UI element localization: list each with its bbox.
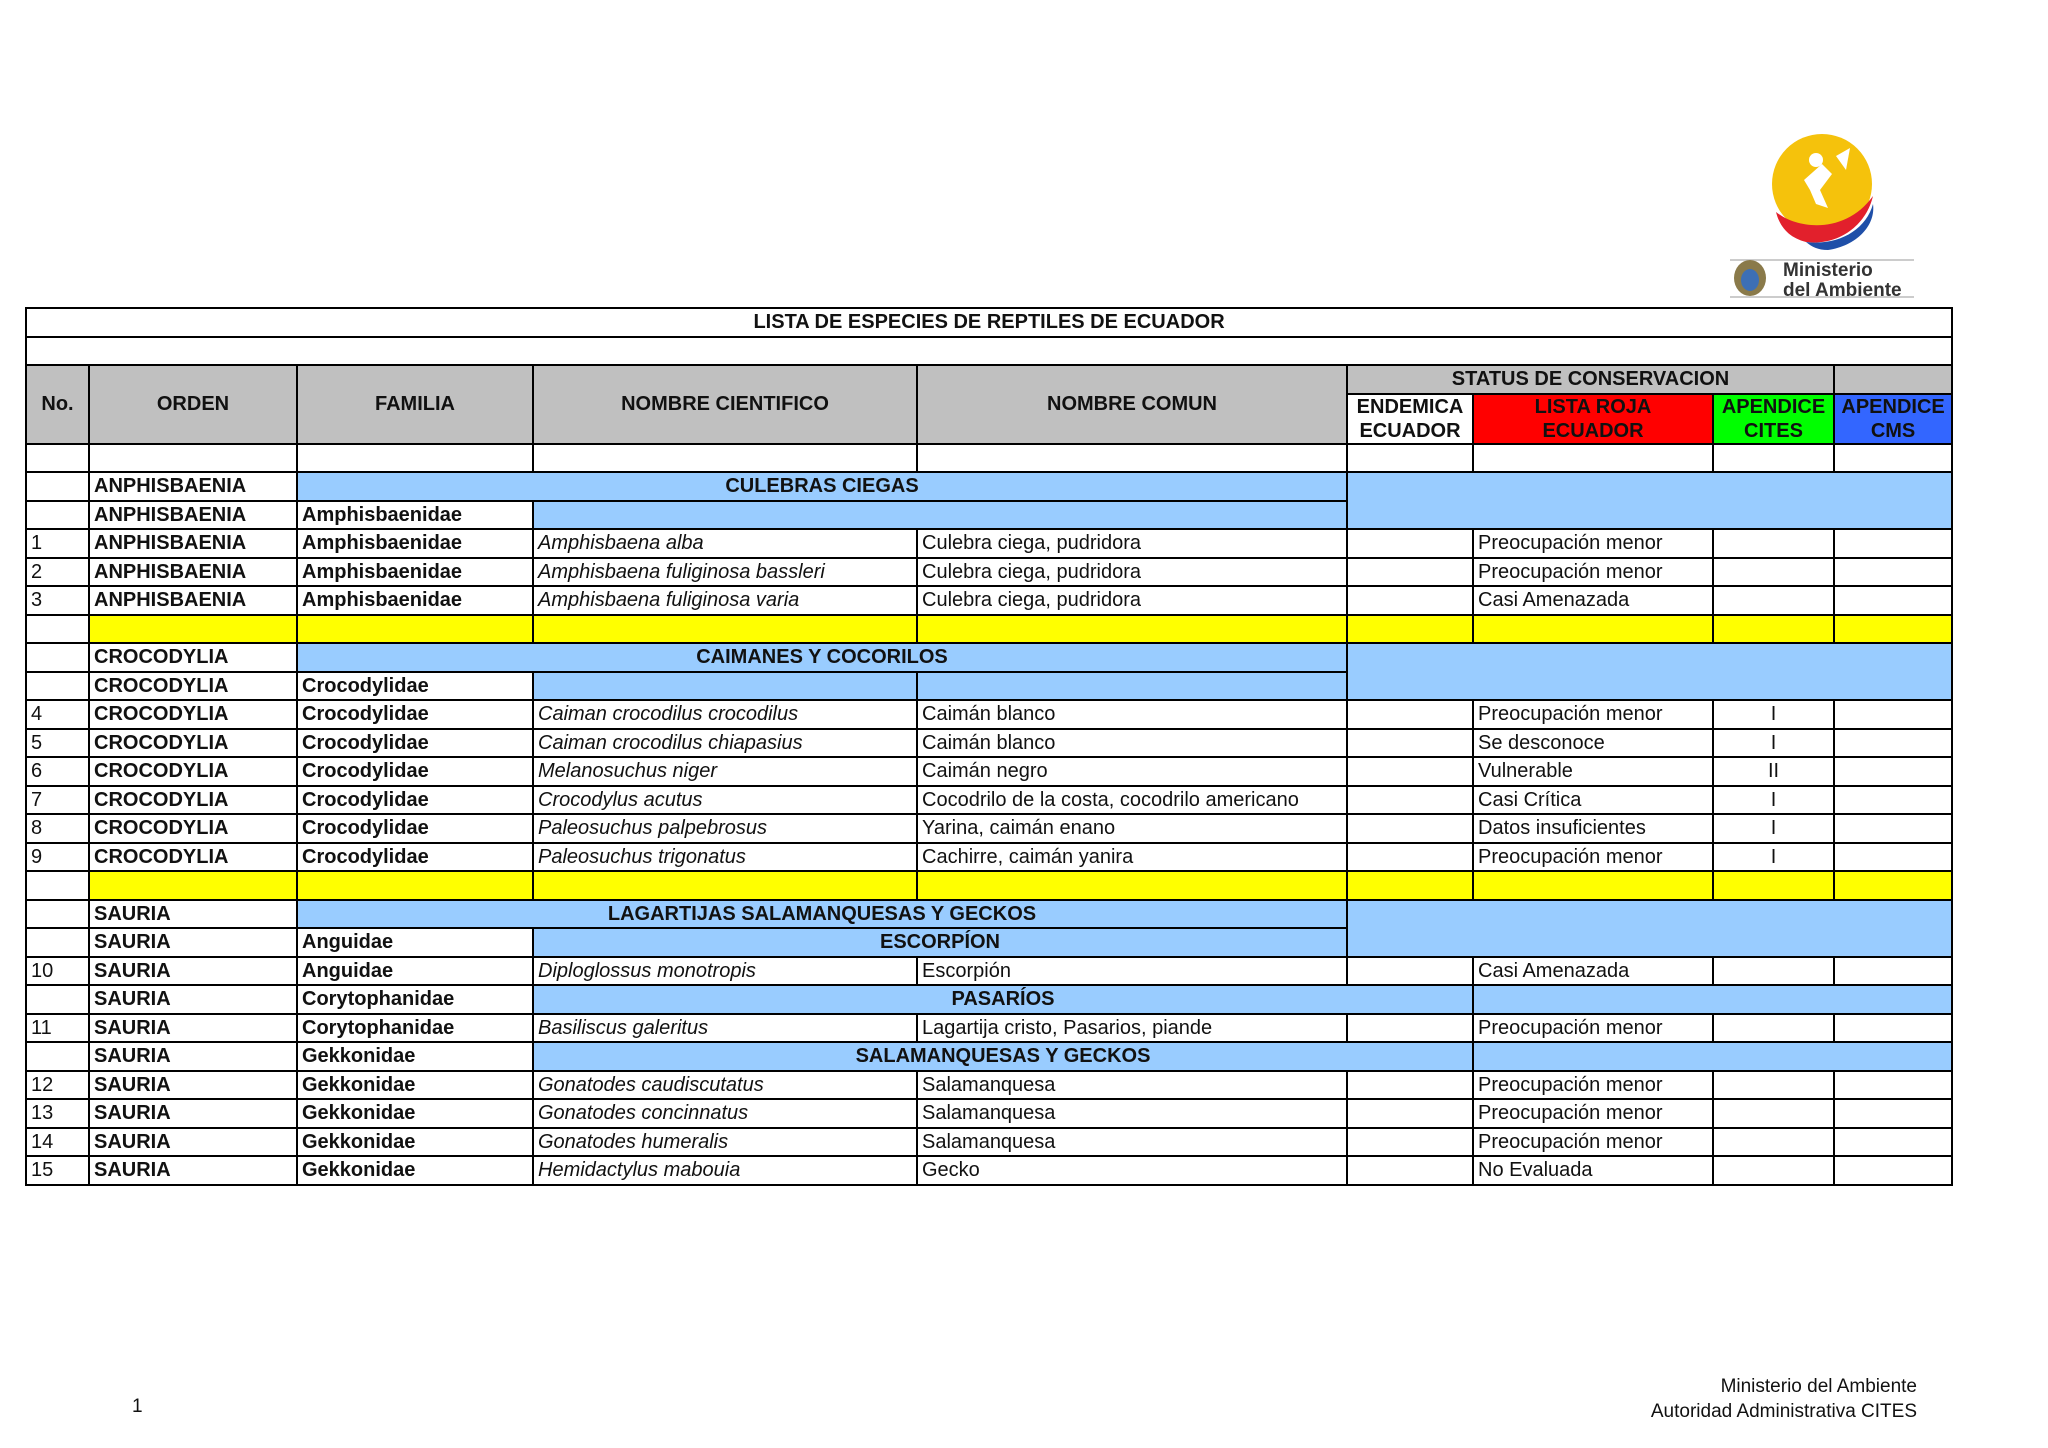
group-row-anphisbaenia	[26, 472, 1952, 501]
species-cites	[1713, 1128, 1834, 1157]
group-status-fill	[1347, 472, 1952, 529]
species-cites: II	[1713, 757, 1834, 786]
ministerio-logo	[1728, 134, 1916, 298]
header-cites-line2: CITES	[1744, 419, 1803, 442]
group-row-crocodylia	[26, 643, 1952, 672]
header-endemica-ecuador	[1347, 394, 1473, 444]
species-orden: SAURIA	[89, 1071, 297, 1100]
species-row	[26, 843, 1952, 872]
family-name: Amphisbaenidae	[297, 501, 533, 530]
species-cites	[1713, 558, 1834, 587]
header-lista-roja-line2: ECUADOR	[1542, 419, 1644, 442]
species-orden: ANPHISBAENIA	[89, 586, 297, 615]
species-orden: ANPHISBAENIA	[89, 558, 297, 587]
species-cms	[1834, 957, 1952, 986]
species-nombre-cientifico: Gonatodes concinnatus	[533, 1099, 917, 1128]
species-row	[26, 1071, 1952, 1100]
group-status-fill	[1347, 900, 1952, 957]
species-nombre-cientifico: Caiman crocodilus chiapasius	[533, 729, 917, 758]
species-familia: Crocodylidae	[297, 757, 533, 786]
species-nombre-comun: Cachirre, caimán yanira	[917, 843, 1347, 872]
species-familia: Gekkonidae	[297, 1128, 533, 1157]
species-lista-roja: No Evaluada	[1473, 1156, 1713, 1185]
header-no: No.	[26, 365, 89, 444]
species-no: 3	[26, 586, 89, 615]
species-lista-roja: Datos insuficientes	[1473, 814, 1713, 843]
species-orden: CROCODYLIA	[89, 814, 297, 843]
species-nombre-comun: Cocodrilo de la costa, cocodrilo americano	[917, 786, 1347, 815]
species-cites	[1713, 586, 1834, 615]
species-familia: Gekkonidae	[297, 1071, 533, 1100]
family-orden: CROCODYLIA	[89, 672, 297, 701]
species-cites: I	[1713, 729, 1834, 758]
family-row-gekkonidae	[26, 1042, 1952, 1071]
header-cites-line1: APENDICE	[1721, 395, 1826, 418]
species-row	[26, 700, 1952, 729]
species-orden: SAURIA	[89, 1156, 297, 1185]
header-lista-roja-ecuador	[1473, 394, 1713, 444]
family-fill	[917, 672, 1347, 701]
species-familia: Crocodylidae	[297, 700, 533, 729]
species-lista-roja: Casi Crítica	[1473, 786, 1713, 815]
species-cms	[1834, 586, 1952, 615]
footer-org-line2: Autoridad Administrativa CITES	[1650, 1401, 1917, 1422]
species-row	[26, 1014, 1952, 1043]
species-endemica	[1347, 1128, 1473, 1157]
page-number: 1	[132, 1396, 143, 1417]
species-nombre-cientifico: Caiman crocodilus crocodilus	[533, 700, 917, 729]
species-cms	[1834, 1014, 1952, 1043]
separator-row	[26, 871, 1952, 900]
species-endemica	[1347, 757, 1473, 786]
species-familia: Amphisbaenidae	[297, 586, 533, 615]
family-orden: SAURIA	[89, 928, 297, 957]
species-familia: Crocodylidae	[297, 786, 533, 815]
species-orden: SAURIA	[89, 1014, 297, 1043]
species-row	[26, 1128, 1952, 1157]
species-no: 12	[26, 1071, 89, 1100]
species-lista-roja: Preocupación menor	[1473, 558, 1713, 587]
species-familia: Corytophanidae	[297, 1014, 533, 1043]
species-nombre-cientifico: Paleosuchus palpebrosus	[533, 814, 917, 843]
species-row	[26, 529, 1952, 558]
species-cms	[1834, 1071, 1952, 1100]
species-orden: SAURIA	[89, 957, 297, 986]
species-familia: Gekkonidae	[297, 1099, 533, 1128]
species-no: 1	[26, 529, 89, 558]
group-status-fill	[1347, 643, 1952, 700]
family-fill	[533, 672, 917, 701]
family-subtitle: SALAMANQUESAS Y GECKOS	[533, 1042, 1473, 1071]
species-orden: SAURIA	[89, 1099, 297, 1128]
species-lista-roja: Preocupación menor	[1473, 1128, 1713, 1157]
family-name: Corytophanidae	[297, 985, 533, 1014]
spacer-row	[26, 337, 1952, 366]
header-row-top	[26, 365, 1952, 394]
species-row	[26, 786, 1952, 815]
species-familia: Gekkonidae	[297, 1156, 533, 1185]
species-lista-roja: Vulnerable	[1473, 757, 1713, 786]
family-orden: SAURIA	[89, 985, 297, 1014]
species-cites: I	[1713, 786, 1834, 815]
family-name: Crocodylidae	[297, 672, 533, 701]
species-familia: Amphisbaenidae	[297, 529, 533, 558]
species-lista-roja: Preocupación menor	[1473, 1071, 1713, 1100]
species-nombre-cientifico: Amphisbaena alba	[533, 529, 917, 558]
blank-row	[26, 444, 1952, 473]
family-orden: SAURIA	[89, 1042, 297, 1071]
species-lista-roja: Preocupación menor	[1473, 843, 1713, 872]
species-orden: CROCODYLIA	[89, 786, 297, 815]
species-cms	[1834, 843, 1952, 872]
species-nombre-comun: Gecko	[917, 1156, 1347, 1185]
species-orden: CROCODYLIA	[89, 729, 297, 758]
species-table	[25, 307, 1953, 1186]
header-apendice-cites	[1713, 394, 1834, 444]
species-familia: Crocodylidae	[297, 729, 533, 758]
header-cms-top	[1834, 365, 1952, 394]
header-orden: ORDEN	[89, 365, 297, 444]
species-endemica	[1347, 700, 1473, 729]
species-cites	[1713, 1099, 1834, 1128]
species-nombre-comun: Culebra ciega, pudridora	[917, 529, 1347, 558]
species-endemica	[1347, 1071, 1473, 1100]
species-cites	[1713, 1014, 1834, 1043]
species-nombre-cientifico: Gonatodes humeralis	[533, 1128, 917, 1157]
species-cms	[1834, 558, 1952, 587]
species-row	[26, 1156, 1952, 1185]
species-cites	[1713, 1156, 1834, 1185]
species-nombre-cientifico: Paleosuchus trigonatus	[533, 843, 917, 872]
species-nombre-cientifico: Diploglossus monotropis	[533, 957, 917, 986]
species-cites: I	[1713, 700, 1834, 729]
separator-row	[26, 615, 1952, 644]
species-lista-roja: Casi Amenazada	[1473, 957, 1713, 986]
species-lista-roja: Preocupación menor	[1473, 529, 1713, 558]
species-lista-roja: Casi Amenazada	[1473, 586, 1713, 615]
species-endemica	[1347, 957, 1473, 986]
header-nombre-cientifico: NOMBRE CIENTIFICO	[533, 365, 917, 444]
species-endemica	[1347, 729, 1473, 758]
species-sheet	[25, 307, 1951, 1186]
species-no: 5	[26, 729, 89, 758]
species-row	[26, 729, 1952, 758]
species-endemica	[1347, 1099, 1473, 1128]
footer-org	[1651, 1374, 1917, 1424]
species-rows-anguidae	[26, 957, 1952, 986]
species-cms	[1834, 814, 1952, 843]
species-no: 13	[26, 1099, 89, 1128]
species-cites: I	[1713, 814, 1834, 843]
group-orden: CROCODYLIA	[89, 643, 297, 672]
species-no: 6	[26, 757, 89, 786]
species-familia: Amphisbaenidae	[297, 558, 533, 587]
species-no: 7	[26, 786, 89, 815]
header-nombre-comun: NOMBRE COMUN	[917, 365, 1347, 444]
species-familia: Crocodylidae	[297, 843, 533, 872]
species-lista-roja: Preocupación menor	[1473, 1014, 1713, 1043]
header-status-conservacion: STATUS DE CONSERVACION	[1347, 365, 1834, 394]
header-endemica-line2: ECUADOR	[1359, 419, 1461, 442]
species-nombre-comun: Yarina, caimán enano	[917, 814, 1347, 843]
species-endemica	[1347, 843, 1473, 872]
species-nombre-comun: Caimán blanco	[917, 700, 1347, 729]
species-nombre-comun: Culebra ciega, pudridora	[917, 558, 1347, 587]
species-no: 2	[26, 558, 89, 587]
header-endemica-line1: ENDEMICA	[1356, 395, 1464, 418]
species-row	[26, 957, 1952, 986]
species-nombre-comun: Salamanquesa	[917, 1128, 1347, 1157]
family-subtitle: PASARÍOS	[533, 985, 1473, 1014]
species-nombre-comun: Salamanquesa	[917, 1099, 1347, 1128]
species-nombre-cientifico: Amphisbaena fuliginosa bassleri	[533, 558, 917, 587]
group-orden: ANPHISBAENIA	[89, 472, 297, 501]
species-cms	[1834, 786, 1952, 815]
family-orden: ANPHISBAENIA	[89, 501, 297, 530]
species-rows-anphisbaenia	[26, 529, 1952, 615]
species-cites: I	[1713, 843, 1834, 872]
species-nombre-cientifico: Basiliscus galeritus	[533, 1014, 917, 1043]
species-no: 9	[26, 843, 89, 872]
species-lista-roja: Se desconoce	[1473, 729, 1713, 758]
species-nombre-cientifico: Gonatodes caudiscutatus	[533, 1071, 917, 1100]
species-cms	[1834, 1156, 1952, 1185]
species-no: 10	[26, 957, 89, 986]
species-nombre-cientifico: Hemidactylus mabouia	[533, 1156, 917, 1185]
family-name: Anguidae	[297, 928, 533, 957]
species-endemica	[1347, 1014, 1473, 1043]
species-lista-roja: Preocupación menor	[1473, 1099, 1713, 1128]
species-row	[26, 558, 1952, 587]
species-rows-gekkonidae	[26, 1071, 1952, 1185]
species-familia: Crocodylidae	[297, 814, 533, 843]
group-title: CAIMANES Y COCORILOS	[297, 643, 1347, 672]
family-status-fill	[1473, 985, 1952, 1014]
family-row-corytophanidae	[26, 985, 1952, 1014]
species-endemica	[1347, 558, 1473, 587]
logo-text-line2: del Ambiente	[1783, 280, 1902, 298]
species-orden: CROCODYLIA	[89, 700, 297, 729]
species-cms	[1834, 1099, 1952, 1128]
family-status-fill	[1473, 1042, 1952, 1071]
species-endemica	[1347, 529, 1473, 558]
group-orden: SAURIA	[89, 900, 297, 929]
species-row	[26, 1099, 1952, 1128]
species-nombre-cientifico: Amphisbaena fuliginosa varia	[533, 586, 917, 615]
species-no: 15	[26, 1156, 89, 1185]
family-subtitle: ESCORPÍON	[533, 928, 1347, 957]
species-cms	[1834, 729, 1952, 758]
species-familia: Anguidae	[297, 957, 533, 986]
species-no: 4	[26, 700, 89, 729]
species-cms	[1834, 1128, 1952, 1157]
species-nombre-comun: Lagartija cristo, Pasarios, piande	[917, 1014, 1347, 1043]
family-fill	[533, 501, 1347, 530]
species-nombre-comun: Culebra ciega, pudridora	[917, 586, 1347, 615]
species-row	[26, 586, 1952, 615]
header-familia: FAMILIA	[297, 365, 533, 444]
footer-org-line1: Ministerio del Ambiente	[1720, 1376, 1917, 1397]
species-no: 11	[26, 1014, 89, 1043]
species-orden: CROCODYLIA	[89, 843, 297, 872]
species-nombre-comun: Salamanquesa	[917, 1071, 1347, 1100]
header-cms-line2: CMS	[1870, 419, 1916, 442]
species-nombre-comun: Caimán negro	[917, 757, 1347, 786]
species-cites	[1713, 957, 1834, 986]
species-nombre-comun: Escorpión	[917, 957, 1347, 986]
species-row	[26, 757, 1952, 786]
group-title: CULEBRAS CIEGAS	[297, 472, 1347, 501]
species-nombre-cientifico: Melanosuchus niger	[533, 757, 917, 786]
header-cms-line1: APENDICE	[1841, 395, 1945, 418]
species-cms	[1834, 757, 1952, 786]
species-endemica	[1347, 814, 1473, 843]
species-endemica	[1347, 586, 1473, 615]
family-name: Gekkonidae	[297, 1042, 533, 1071]
species-endemica	[1347, 1156, 1473, 1185]
species-no: 14	[26, 1128, 89, 1157]
species-rows-corytophanidae	[26, 1014, 1952, 1043]
species-rows-crocodylia	[26, 700, 1952, 871]
species-cms	[1834, 529, 1952, 558]
species-orden: CROCODYLIA	[89, 757, 297, 786]
species-cites	[1713, 1071, 1834, 1100]
species-nombre-comun: Caimán blanco	[917, 729, 1347, 758]
group-title: LAGARTIJAS SALAMANQUESAS Y GECKOS	[297, 900, 1347, 929]
page-title: LISTA DE ESPECIES DE REPTILES DE ECUADOR	[26, 308, 1952, 337]
species-cms	[1834, 700, 1952, 729]
species-orden: SAURIA	[89, 1128, 297, 1157]
species-no: 8	[26, 814, 89, 843]
header-lista-roja-line1: LISTA ROJA	[1534, 395, 1652, 418]
species-endemica	[1347, 786, 1473, 815]
species-nombre-cientifico: Crocodylus acutus	[533, 786, 917, 815]
species-lista-roja: Preocupación menor	[1473, 700, 1713, 729]
species-cites	[1713, 529, 1834, 558]
group-row-sauria	[26, 900, 1952, 929]
logo-text-line1: Ministerio	[1783, 260, 1873, 281]
header-apendice-cms	[1834, 394, 1952, 444]
species-orden: ANPHISBAENIA	[89, 529, 297, 558]
species-row	[26, 814, 1952, 843]
